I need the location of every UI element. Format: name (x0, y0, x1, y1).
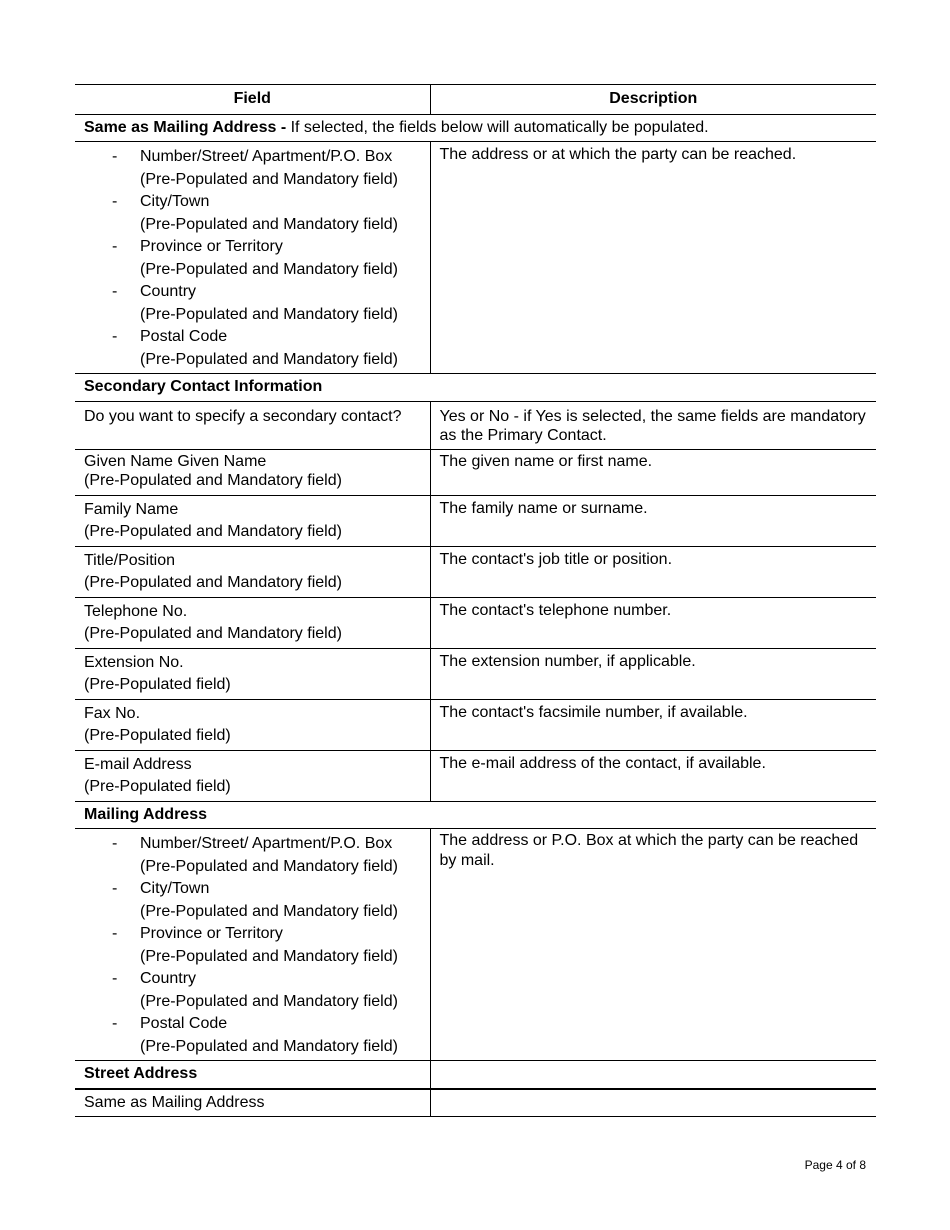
address-block-2-description: The address or P.O. Box at which the party can be reached by mail. (439, 832, 859, 869)
address-block-2-fields (75, 829, 430, 1061)
empty-cell (430, 1061, 876, 1089)
field-cell: Extension No. (Pre-Populated field) (75, 648, 430, 699)
field-description-table (75, 84, 876, 1117)
list-item: - Number/Street/ Apartment/P.O. Box (Pre-Populated and Mandatory field) (84, 146, 421, 191)
list-item: - City/Town (Pre-Populated and Mandatory field) (84, 878, 421, 923)
address-block-1-fields (75, 142, 430, 374)
table-row (75, 495, 876, 546)
description-cell: The e-mail address of the contact, if available. (439, 754, 766, 772)
description-cell: The extension number, if applicable. (439, 652, 696, 670)
description-cell: The contact's facsimile number, if available. (439, 703, 748, 721)
street-address-heading: Street Address (75, 1061, 430, 1089)
field-cell: Do you want to specify a secondary contact? (75, 401, 430, 449)
field-cell: Family Name (Pre-Populated and Mandatory field) (75, 495, 430, 546)
description-cell: The contact's telephone number. (439, 601, 672, 619)
table-row (75, 1089, 876, 1117)
description-column-header: Description (609, 90, 698, 107)
field-cell: Fax No. (Pre-Populated field) (75, 699, 430, 750)
address-block-1-row (75, 142, 876, 374)
address-field-list (84, 146, 421, 371)
same-as-mailing-field: Same as Mailing Address (75, 1089, 430, 1117)
description-cell: The family name or surname. (439, 499, 648, 517)
same-as-mailing-text: If selected, the fields below will automatically be populated. (286, 118, 709, 136)
section-heading-row (75, 801, 876, 829)
field-cell: Given Name Given Name (Pre-Populated and Mandatory field) (75, 449, 430, 495)
table-row (75, 546, 876, 597)
list-item: - Postal Code (Pre-Populated and Mandatory field) (84, 1013, 421, 1058)
description-cell: The given name or first name. (439, 452, 653, 470)
table-row (75, 648, 876, 699)
address-block-2-row (75, 829, 876, 1061)
description-cell: The contact's job title or position. (439, 550, 673, 568)
list-item: - Number/Street/ Apartment/P.O. Box (Pre-Populated and Mandatory field) (84, 833, 421, 878)
table-row (75, 699, 876, 750)
page-number: Page 4 of 8 (804, 1158, 866, 1172)
list-item: - City/Town (Pre-Populated and Mandatory field) (84, 191, 421, 236)
field-column-header: Field (75, 85, 430, 115)
field-cell: E-mail Address (Pre-Populated field) (75, 750, 430, 801)
same-as-mailing-label: Same as Mailing Address - (84, 118, 287, 136)
description-cell: Yes or No - if Yes is selected, the same fields are mandatory as the Primary Contact. (439, 407, 866, 444)
secondary-contact-heading: Secondary Contact Information (84, 378, 323, 395)
mailing-address-heading: Mailing Address (84, 805, 207, 823)
address-field-list (84, 833, 421, 1058)
table-row (75, 750, 876, 801)
table-header-row (75, 85, 876, 115)
address-block-1-description: The address or at which the party can be reached. (439, 146, 797, 163)
table-row (75, 449, 876, 495)
list-item: - Province or Territory (Pre-Populated and Mandatory field) (84, 923, 421, 968)
list-item: - Country (Pre-Populated and Mandatory field) (84, 281, 421, 326)
section-heading-row (75, 1061, 876, 1089)
table-row (75, 597, 876, 648)
list-item: - Province or Territory (Pre-Populated and Mandatory field) (84, 236, 421, 281)
field-cell: Title/Position (Pre-Populated and Mandatory field) (75, 546, 430, 597)
same-as-mailing-row (75, 114, 876, 142)
list-item: - Postal Code (Pre-Populated and Mandatory field) (84, 326, 421, 371)
list-item: - Country (Pre-Populated and Mandatory field) (84, 968, 421, 1013)
empty-cell (430, 1089, 876, 1117)
same-as-mailing-cell (75, 114, 876, 142)
field-cell: Telephone No. (Pre-Populated and Mandatory field) (75, 597, 430, 648)
section-heading-row (75, 374, 876, 402)
table-row (75, 401, 876, 449)
